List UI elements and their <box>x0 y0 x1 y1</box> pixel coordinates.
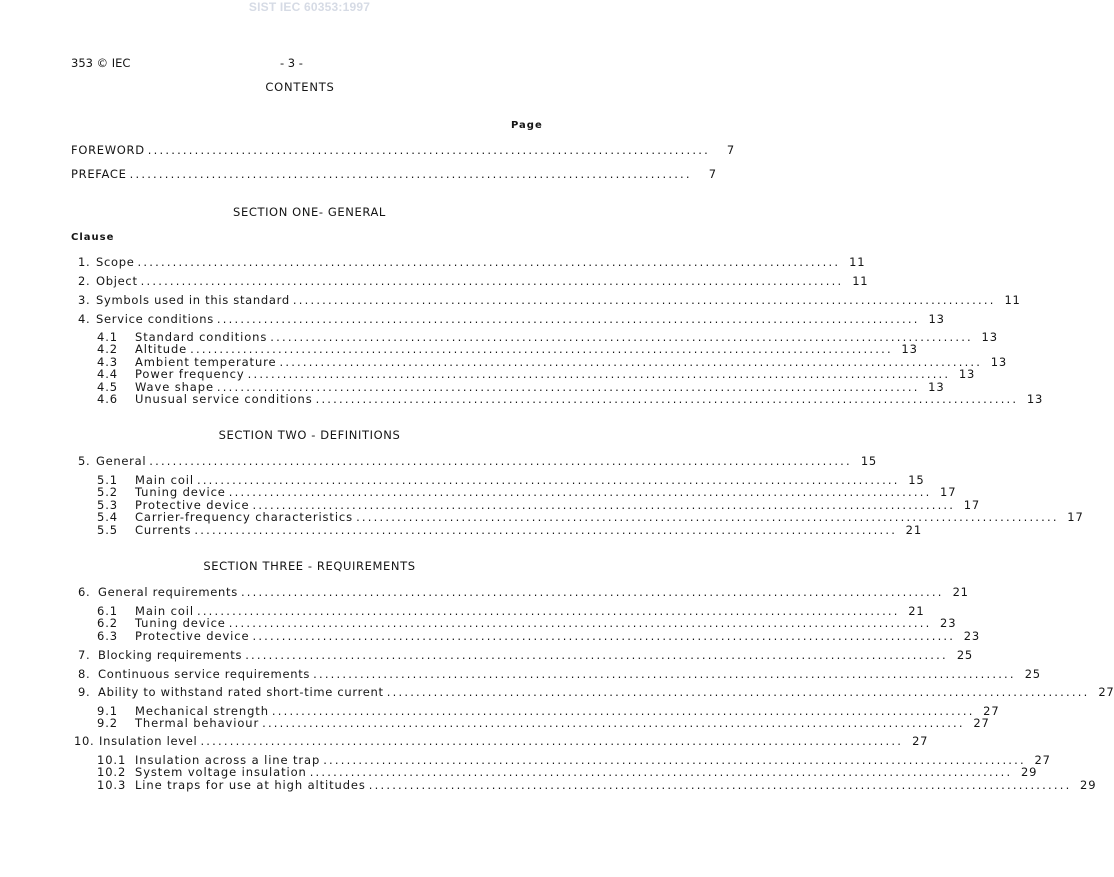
dot-leader: ........................................................................................................................ <box>262 716 965 731</box>
dot-leader: ........................................................................................................................ <box>313 667 1016 681</box>
entry-page: 23 <box>963 628 981 643</box>
entry-text: Scope <box>96 255 135 269</box>
entry-text: Carrier-frequency characteristics <box>135 510 354 525</box>
entry-number: 1. <box>78 255 91 269</box>
toc-entry[interactable] <box>78 312 945 326</box>
dot-leader: ........................................................................................................................ <box>140 274 844 288</box>
toc-entry-foreword[interactable] <box>71 143 735 157</box>
entry-page: 7 <box>708 167 717 181</box>
dot-leader: ........................................................................................................................ <box>279 354 983 369</box>
dot-leader: ................................................................................................ <box>147 143 710 157</box>
clause-label: Clause <box>71 232 115 243</box>
dot-leader: ........................................................................................................................ <box>356 510 1059 525</box>
entry-text: Continuous service requirements <box>98 667 311 681</box>
dot-leader: ........................................................................................................................ <box>216 312 920 326</box>
entry-number: 4.6 <box>97 392 118 406</box>
entry-number: 4.2 <box>97 342 118 357</box>
page-column-label: Page <box>511 120 543 131</box>
entry-text: Blocking requirements <box>98 648 243 662</box>
section-one-title: SECTION ONE- GENERAL <box>233 205 386 219</box>
dot-leader: ........................................................................................................................ <box>270 330 973 344</box>
dot-leader: ........................................................................................................................ <box>240 585 944 599</box>
entry-page: 25 <box>956 648 973 662</box>
entry-page: 13 <box>1026 392 1044 406</box>
entry-page: 17 <box>963 497 981 512</box>
dot-leader: ........................................................................................................................ <box>271 704 975 718</box>
entry-page: 27 <box>1034 753 1051 767</box>
entry-text: FOREWORD <box>71 143 145 157</box>
entry-text: General <box>96 454 147 468</box>
entry-page: 21 <box>952 585 969 599</box>
entry-number: 7. <box>78 648 91 662</box>
watermark: SIST IEC 60353:1997 <box>248 0 371 14</box>
entry-number: 5. <box>78 454 91 468</box>
toc-subentry[interactable] <box>97 716 990 731</box>
entry-text: Insulation level <box>99 734 198 748</box>
dot-leader: ........................................................................................................................ <box>216 379 920 394</box>
entry-number: 5.3 <box>97 497 118 512</box>
entry-number: 5.2 <box>97 485 118 500</box>
entry-number: 10.1 <box>97 753 127 767</box>
toc-entry[interactable] <box>78 585 969 599</box>
dot-leader: ........................................................................................................................ <box>149 454 852 468</box>
entry-text: Power frequency <box>135 367 245 382</box>
dot-leader: ........................................................................................................................ <box>194 522 898 537</box>
dot-leader: ................................................................................................ <box>129 167 692 181</box>
entry-text: Ability to withstand rated short-time current <box>98 685 384 699</box>
entry-page: 27 <box>983 704 1000 718</box>
dot-leader: ........................................................................................................................ <box>190 342 893 357</box>
entry-page: 7 <box>726 143 735 157</box>
entry-page: 17 <box>1067 510 1084 525</box>
entry-text: Thermal behaviour <box>135 716 260 731</box>
toc-entry[interactable] <box>78 255 866 269</box>
header-left: 353 © IEC <box>71 56 131 70</box>
entry-number: 8. <box>78 667 91 681</box>
entry-number: 10.3 <box>97 777 127 792</box>
entry-text: Object <box>96 274 138 288</box>
dot-leader: ........................................................................................................................ <box>228 616 932 631</box>
toc-subentry[interactable] <box>97 392 1044 406</box>
section-two-title: SECTION TWO - DEFINITIONS <box>218 428 401 442</box>
dot-leader: ........................................................................................................................ <box>252 497 956 512</box>
entry-page: 29 <box>1020 765 1038 780</box>
entry-page: 17 <box>940 485 957 500</box>
entry-page: 11 <box>1004 293 1021 307</box>
entry-number: 9.1 <box>97 704 118 718</box>
entry-number: 9. <box>78 685 91 699</box>
section-three-title: SECTION THREE - REQUIREMENTS <box>203 559 416 573</box>
entry-page: 11 <box>852 274 869 288</box>
entry-page: 13 <box>928 312 945 326</box>
toc-entry[interactable] <box>78 648 973 662</box>
entry-page: 23 <box>940 616 957 631</box>
entry-page: 15 <box>908 473 925 487</box>
entry-number: 4.5 <box>97 379 118 394</box>
entry-text: Currents <box>135 522 192 537</box>
entry-page: 11 <box>849 255 866 269</box>
entry-text: Line traps for use at high altitudes <box>135 777 366 792</box>
toc-entry[interactable] <box>78 685 1114 699</box>
dot-leader: ........................................................................................................................ <box>315 392 1019 406</box>
entry-text: Main coil <box>135 604 194 618</box>
entry-page: 25 <box>1024 667 1041 681</box>
dot-leader: ........................................................................................................................ <box>323 753 1026 767</box>
entry-number: 6. <box>78 585 91 599</box>
entry-text: Protective device <box>135 497 250 512</box>
toc-subentry[interactable] <box>97 777 1097 792</box>
dot-leader: ........................................................................................................................ <box>196 604 900 618</box>
entry-number: 4.1 <box>97 330 118 344</box>
entry-text: Mechanical strength <box>135 704 269 718</box>
entry-text: Main coil <box>135 473 194 487</box>
entry-page: 13 <box>901 342 918 357</box>
entry-text: Symbols used in this standard <box>96 293 290 307</box>
dot-leader: ........................................................................................................................ <box>200 734 904 748</box>
dot-leader: ........................................................................................................................ <box>137 255 841 269</box>
dot-leader: ........................................................................................................................ <box>196 473 900 487</box>
entry-page: 27 <box>973 716 990 731</box>
entry-page: 13 <box>958 367 976 382</box>
entry-page: 13 <box>990 354 1008 369</box>
entry-number: 5.4 <box>97 510 118 525</box>
dot-leader: ........................................................................................................................ <box>386 685 1090 699</box>
toc-entry[interactable] <box>78 293 1021 307</box>
entry-number: 6.2 <box>97 616 118 631</box>
toc-entry[interactable] <box>78 274 869 288</box>
toc-entry-preface[interactable] <box>71 167 717 181</box>
page-number: - 3 - <box>280 56 303 70</box>
toc-entry[interactable] <box>78 454 877 468</box>
dot-leader: ........................................................................................................................ <box>292 293 996 307</box>
entry-number: 4.3 <box>97 354 118 369</box>
entry-text: Protective device <box>135 628 250 643</box>
entry-text: Service conditions <box>96 312 214 326</box>
dot-leader: ........................................................................................................................ <box>309 765 1013 780</box>
entry-page: 15 <box>860 454 877 468</box>
entry-text: Standard conditions <box>135 330 268 344</box>
entry-text: Unusual service conditions <box>135 392 313 406</box>
entry-text: Wave shape <box>135 379 214 394</box>
entry-page: 13 <box>928 379 945 394</box>
entry-text: Tuning device <box>135 616 226 631</box>
contents-title: CONTENTS <box>265 80 335 94</box>
toc-subentry[interactable] <box>97 522 923 537</box>
entry-page: 27 <box>912 734 929 748</box>
entry-text: Altitude <box>135 342 188 357</box>
dot-leader: ........................................................................................................................ <box>228 485 932 500</box>
entry-number: 4.4 <box>97 367 118 382</box>
entry-text: Insulation across a line trap <box>135 753 321 767</box>
entry-number: 10. <box>74 734 95 748</box>
entry-number: 5.1 <box>97 473 118 487</box>
entry-number: 3. <box>78 293 91 307</box>
toc-entry[interactable] <box>74 734 929 748</box>
entry-number: 9.2 <box>97 716 118 731</box>
entry-page: 29 <box>1080 777 1097 792</box>
entry-page: 13 <box>981 330 998 344</box>
entry-number: 4. <box>78 312 91 326</box>
entry-number: 10.2 <box>97 765 127 780</box>
entry-page: 21 <box>905 522 923 537</box>
entry-text: Ambient temperature <box>135 354 277 369</box>
entry-page: 27 <box>1098 685 1114 699</box>
dot-leader: ........................................................................................................................ <box>245 648 948 662</box>
entry-text: General requirements <box>98 585 238 599</box>
entry-number: 6.3 <box>97 628 118 643</box>
entry-number: 6.1 <box>97 604 118 618</box>
toc-entry[interactable] <box>78 667 1041 681</box>
dot-leader: ........................................................................................................................ <box>368 777 1072 792</box>
dot-leader: ........................................................................................................................ <box>252 628 956 643</box>
entry-text: Tuning device <box>135 485 226 500</box>
entry-page: 21 <box>908 604 925 618</box>
toc-subentry[interactable] <box>97 628 981 643</box>
entry-text: System voltage insulation <box>135 765 307 780</box>
entry-number: 5.5 <box>97 522 118 537</box>
dot-leader: ........................................................................................................................ <box>247 367 951 382</box>
entry-number: 2. <box>78 274 91 288</box>
entry-text: PREFACE <box>71 167 127 181</box>
